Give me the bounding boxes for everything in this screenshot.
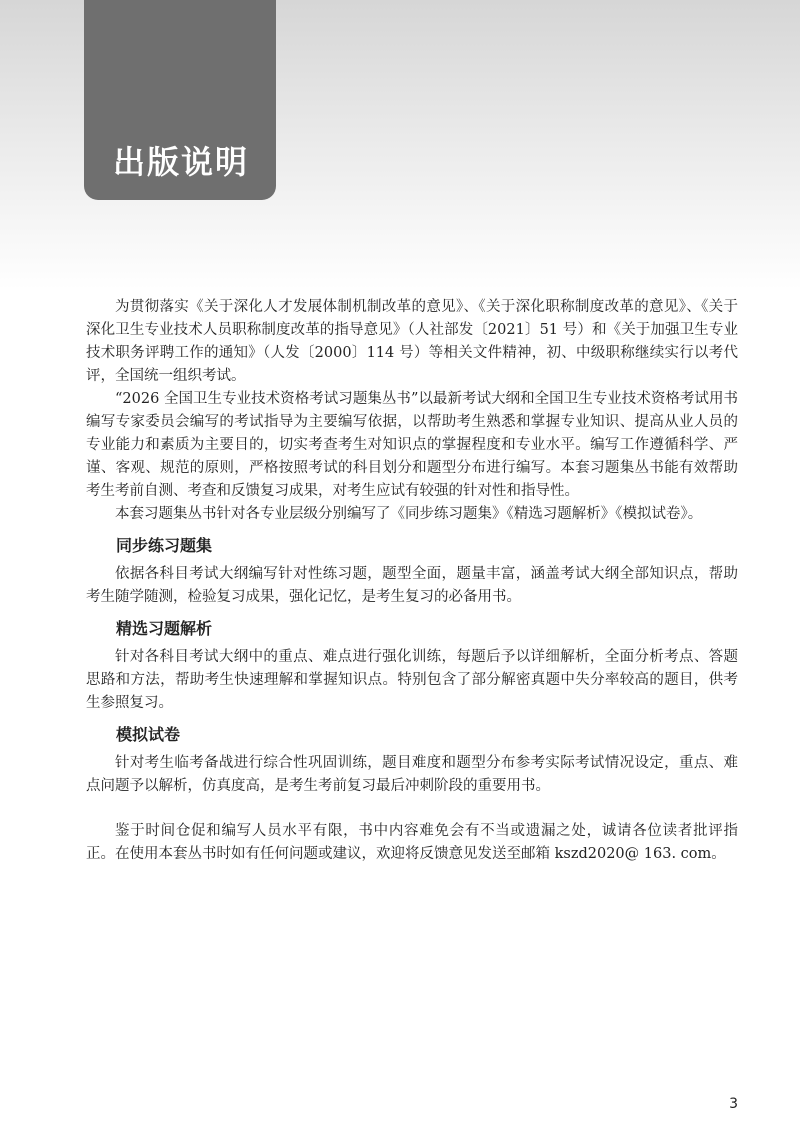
page-number: 3 <box>729 1096 738 1112</box>
document-body <box>86 296 738 866</box>
intro-paragraph-2: “2026 全国卫生专业技术资格考试习题集丛书”以最新考试大纲和全国卫生专业技术资格考试用书编写专家委员会编写的考试指导为主要编写依据，以帮助考生熟悉和掌握专业知识、提高从业人员的专业能力和素质为主要目的，切实考查考生对知识点的掌握程度和专业水平。编写工作遵循科学、严谨、客观、规范的原则，严格按照考试的科目划分和题型分布进行编写。本套习题集丛书能有效帮助考生考前自测、考查和反馈复习成果，对考生应试有较强的针对性和指导性。 <box>86 391 738 499</box>
spacer <box>86 798 738 820</box>
section-text-sync-practice: 依据各科目考试大纲编写针对性练习题，题型全面，题量丰富，涵盖考试大纲全部知识点，帮助考生随学随测，检验复习成果，强化记忆，是考生复习的必备用书。 <box>86 566 738 605</box>
intro-paragraph-3: 本套习题集丛书针对各专业层级分别编写了《同步练习题集》《精选习题解析》《模拟试卷》。 <box>115 506 703 522</box>
page-title: 出版说明 <box>113 143 250 181</box>
section-heading-mock-exam: 模拟试卷 <box>116 725 181 744</box>
section-heading-selected-analysis: 精选习题解析 <box>116 619 213 638</box>
intro-paragraph-1: 为贯彻落实《关于深化人才发展体制机制改革的意见》、《关于深化职称制度改革的意见》、《关于深化卫生专业技术人员职称制度改革的指导意见》（人社部发〔2021〕51 号）和《关于加强卫生专业技术职务评聘工作的通知》（人发〔2000〕114 号）等相关文件精神，初、中级职称继续实行以考代评，全国统一组织考试。 <box>86 299 738 384</box>
section-text-mock-exam: 针对考生临考备战进行综合性巩固训练，题目难度和题型分布参考实际考试情况设定，重点、难点问题予以解析，仿真度高，是考生考前复习最后冲刺阶段的重要用书。 <box>86 755 738 794</box>
section-text-selected-analysis: 针对各科目考试大纲中的重点、难点进行强化训练，每题后予以详细解析，全面分析考点、答题思路和方法，帮助考生快速理解和掌握知识点。特别包含了部分解密真题中失分率较高的题目，供考生参照复习。 <box>86 649 738 711</box>
closing-paragraph: 鉴于时间仓促和编写人员水平有限，书中内容难免会有不当或遗漏之处，诚请各位读者批评指正。在使用本套丛书时如有任何问题或建议，欢迎将反馈意见发送至邮箱 kszd2020@ 163. com。 <box>86 823 738 862</box>
section-heading-sync-practice: 同步练习题集 <box>116 536 213 555</box>
